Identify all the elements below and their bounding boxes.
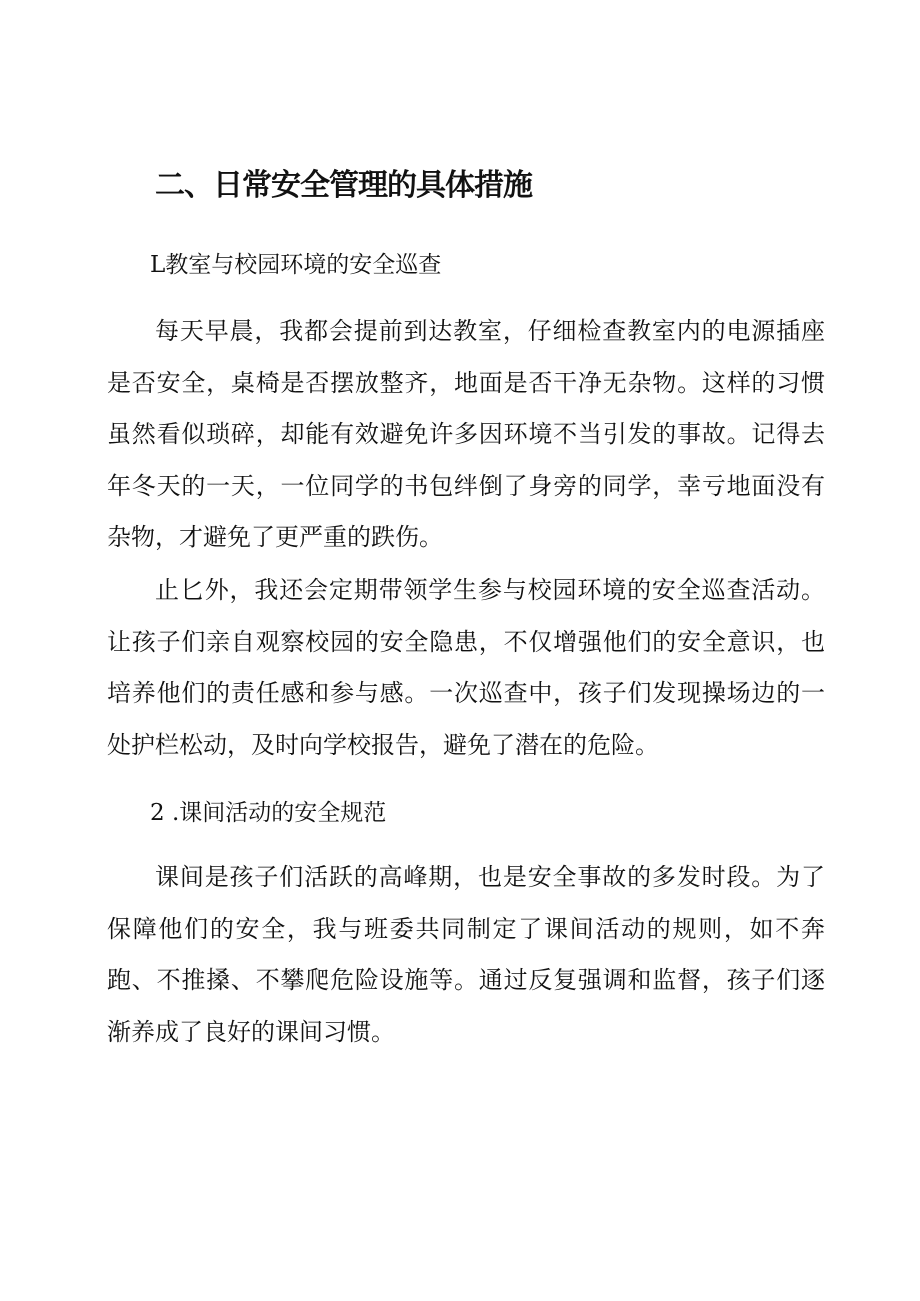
paragraph-morning-inspection: 每天早晨，我都会提前到达教室，仔细检查教室内的电源插座是否安全，桌椅是否摆放整齐，地面是否干净无杂物。这样的习惯虽然看似琐碎，却能有效避免许多因环境不当引发的事故。记得去年冬天的一天，一位同学的书包绊倒了身旁的同学，幸亏地面没有杂物，才避免了更严重的跌伤。 xyxy=(107,317,825,551)
section-heading: 二、日常安全管理的具体措施 xyxy=(155,168,532,203)
paragraph-campus-patrol: 止匕外，我还会定期带领学生参与校园环境的安全巡查活动。让孩子们亲自观察校园的安全隐患，不仅增强他们的安全意识，也培养他们的责任感和参与感。一次巡查中，孩子们发现操场边的一处护栏松动，及时向学校报告，避免了潜在的危险。 xyxy=(107,576,825,759)
subsection-title-recess-rules: 2 .课间活动的安全规范 xyxy=(150,800,387,826)
paragraph-recess-safety: 课间是孩子们活跃的高峰期，也是安全事故的多发时段。为了保障他们的安全，我与班委共同制定了课间活动的规则，如不奔跑、不推搡、不攀爬危险设施等。通过反复强调和监督，孩子们逐渐养成了良好的课间习惯。 xyxy=(107,863,825,1046)
subsection-title-classroom-patrol: L教室与校园环境的安全巡查 xyxy=(150,252,442,278)
